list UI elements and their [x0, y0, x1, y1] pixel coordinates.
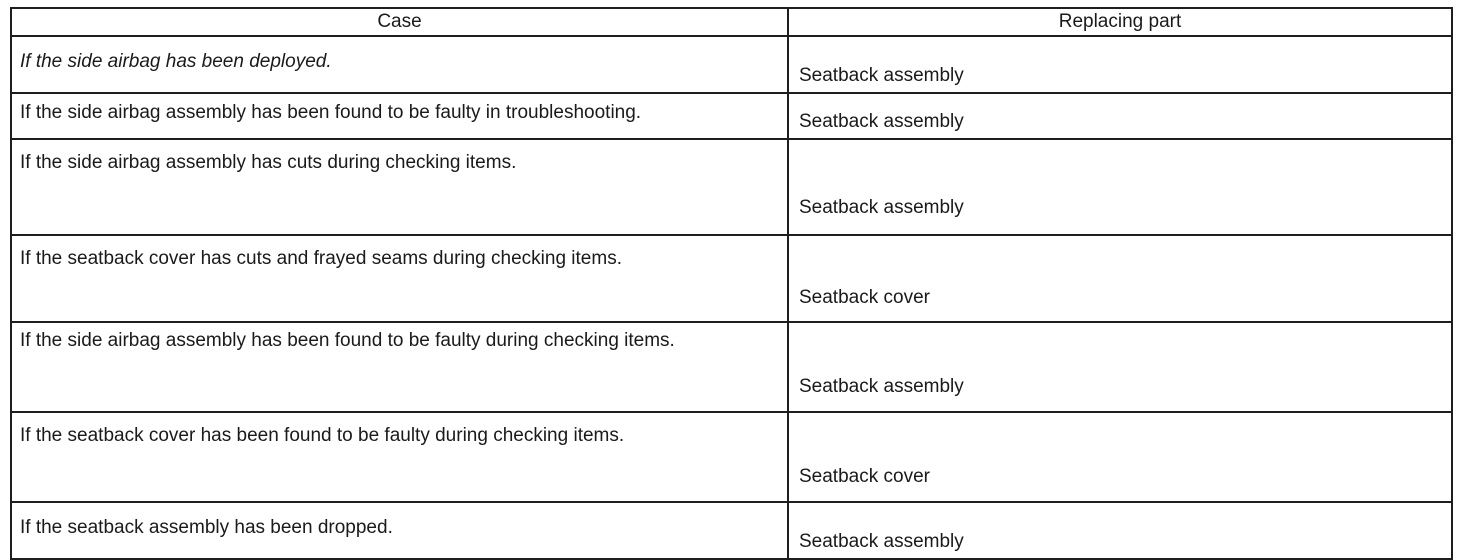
table-row — [11, 412, 1452, 502]
case-cell: If the side airbag assembly has been found to be faulty during checking items. — [11, 322, 788, 412]
header-replacing-part: Replacing part — [788, 8, 1452, 36]
case-cell: If the side airbag assembly has been found to be faulty in troubleshooting. — [11, 93, 788, 139]
table-row — [11, 322, 1452, 412]
replacing-part-cell: Seatback assembly — [788, 502, 1452, 559]
table-row — [11, 139, 1452, 235]
header-case: Case — [11, 8, 788, 36]
case-cell: If the seatback cover has cuts and frayed seams during checking items. — [11, 235, 788, 322]
table-row — [11, 36, 1452, 93]
replacement-table — [10, 7, 1453, 560]
case-cell: If the side airbag has been deployed. — [11, 36, 788, 93]
replacing-part-cell: Seatback assembly — [788, 36, 1452, 93]
replacing-part-cell: Seatback cover — [788, 235, 1452, 322]
replacing-part-cell: Seatback cover — [788, 412, 1452, 502]
header-row — [11, 8, 1452, 36]
case-cell: If the seatback assembly has been dropped. — [11, 502, 788, 559]
table-row — [11, 93, 1452, 139]
case-cell: If the seatback cover has been found to be faulty during checking items. — [11, 412, 788, 502]
table-row — [11, 235, 1452, 322]
replacing-part-cell: Seatback assembly — [788, 139, 1452, 235]
case-cell: If the side airbag assembly has cuts during checking items. — [11, 139, 788, 235]
replacing-part-cell: Seatback assembly — [788, 93, 1452, 139]
table-row — [11, 502, 1452, 559]
replacing-part-cell: Seatback assembly — [788, 322, 1452, 412]
